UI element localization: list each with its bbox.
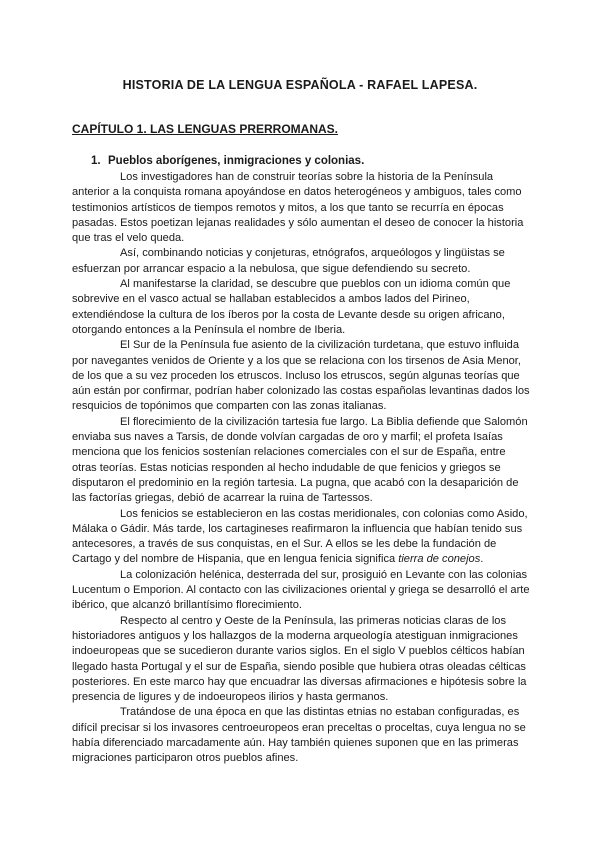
- section-heading: [91, 155, 364, 167]
- paragraph: Tratándose de una época en que las distintas etnias no estaban configuradas, es difícil precisar si los invasores centroeuropeos eran preceltas o proceltas, cuya lengua no se había diferenciado marcadamente aún. Hay también quienes suponen que en las primeras migraciones participaron otros pueblos afines.: [72, 706, 526, 765]
- body-text: [72, 170, 532, 767]
- paragraph: Respecto al centro y Oeste de la Península, las primeras noticias claras de los historiadores antiguos y los hallazgos de la moderna arqueología atestiguan inmigraciones indoeuropeas que se sucedieron durante varios siglos. En el siglo V pueblos célticos habían llegado hasta Portugal y el sur de España, siendo posible que hubiera otras oleadas célticas posteriores. En este marco hay que encuadrar las diversas afirmaciones e hipótesis sobre la presencia de ligures y de indoeuropeos ilirios y hasta germanos.: [72, 614, 527, 704]
- section-number: 1.: [91, 155, 101, 167]
- paragraph: Los investigadores han de construir teorías sobre la historia de la Península anterior a la conquista romana apoyándose en datos heterogéneos y ambiguos, tales como testimonios artísticos de tiempos remotos y mitos, a los que tanto se recurría en épocas pasadas. Estos poetizan lejanas realidades y sólo aumentan el deseo de conocer la historia que tras el velo queda.: [72, 171, 524, 245]
- document-title: HISTORIA DE LA LENGUA ESPAÑOLA - RAFAEL LAPESA.: [122, 78, 478, 92]
- paragraph-text: Los fenicios se establecieron en las costas meridionales, con colonias como Asido, Málaka o Gádir. Más tarde, los cartagineses reafirmaron la influencia que habían tenido sus antecesores, a través de sus conquistas, en el Sur. A ellos se les debe la fundación de Cartago y del nombre de Hispania, que en lengua fenicia significa: [72, 507, 528, 566]
- paragraph: [72, 507, 532, 568]
- paragraph: Al manifestarse la claridad, se descubre que pueblos con un idioma común que sobrevive en el vasco actual se hallaban establecidos a ambos lados del Pirineo, extendiéndose la cultura de los íberos por la costa de Levante desde su origen africano, otorgando entonces a la Península el nombre de Iberia.: [72, 278, 511, 336]
- section-title: Pueblos aborígenes, inmigraciones y colonias.: [108, 155, 365, 167]
- paragraph: El florecimiento de la civilización tartesia fue largo. La Biblia defiende que Salomón enviaba sus naves a Tarsis, de donde volvían cargadas de oro y marfil; el profeta Isaías menciona que los fenicios sostenían relaciones comerciales con el sur de España, entre otras teorías. Estas noticias responden al hecho indudable de que fenicios y griegos se disputaron el predominio en la región tartesia. La pugna, que acabó con la desaparición de las factorías griegas, debió de acarrear la ruina de Tartessos.: [72, 415, 528, 505]
- italic-phrase: tierra de conejos: [398, 553, 481, 566]
- paragraph: La colonización helénica, desterrada del sur, prosiguió en Levante con las colonias Lucentum o Emporion. Al contacto con las civilizaciones oriental y griega se desarrolló el arte ibérico, que alcanzó brillantísimo florecimiento.: [72, 568, 530, 612]
- chapter-heading: CAPÍTULO 1. LAS LENGUAS PRERROMANAS.: [72, 122, 339, 136]
- paragraph: Así, combinando noticias y conjeturas, etnógrafos, arqueólogos y lingüistas se esfuerzan por arrancar espacio a la nebulosa, que sigue defendiendo su secreto.: [72, 247, 505, 275]
- paragraph-end: .: [480, 553, 484, 566]
- paragraph: El Sur de la Península fue asiento de la civilización turdetana, que estuvo influida por navegantes venidos de Oriente y a los que se relaciona con los tirsenos de Asia Menor, de los que a su vez proceden los etruscos. Incluso los etruscos, según algunas teorías que aún están por confirmar, podrían haber colonizado las costas españolas levantinas dados los resquicios de topónimos que comparten con las zonas italianas.: [72, 339, 530, 413]
